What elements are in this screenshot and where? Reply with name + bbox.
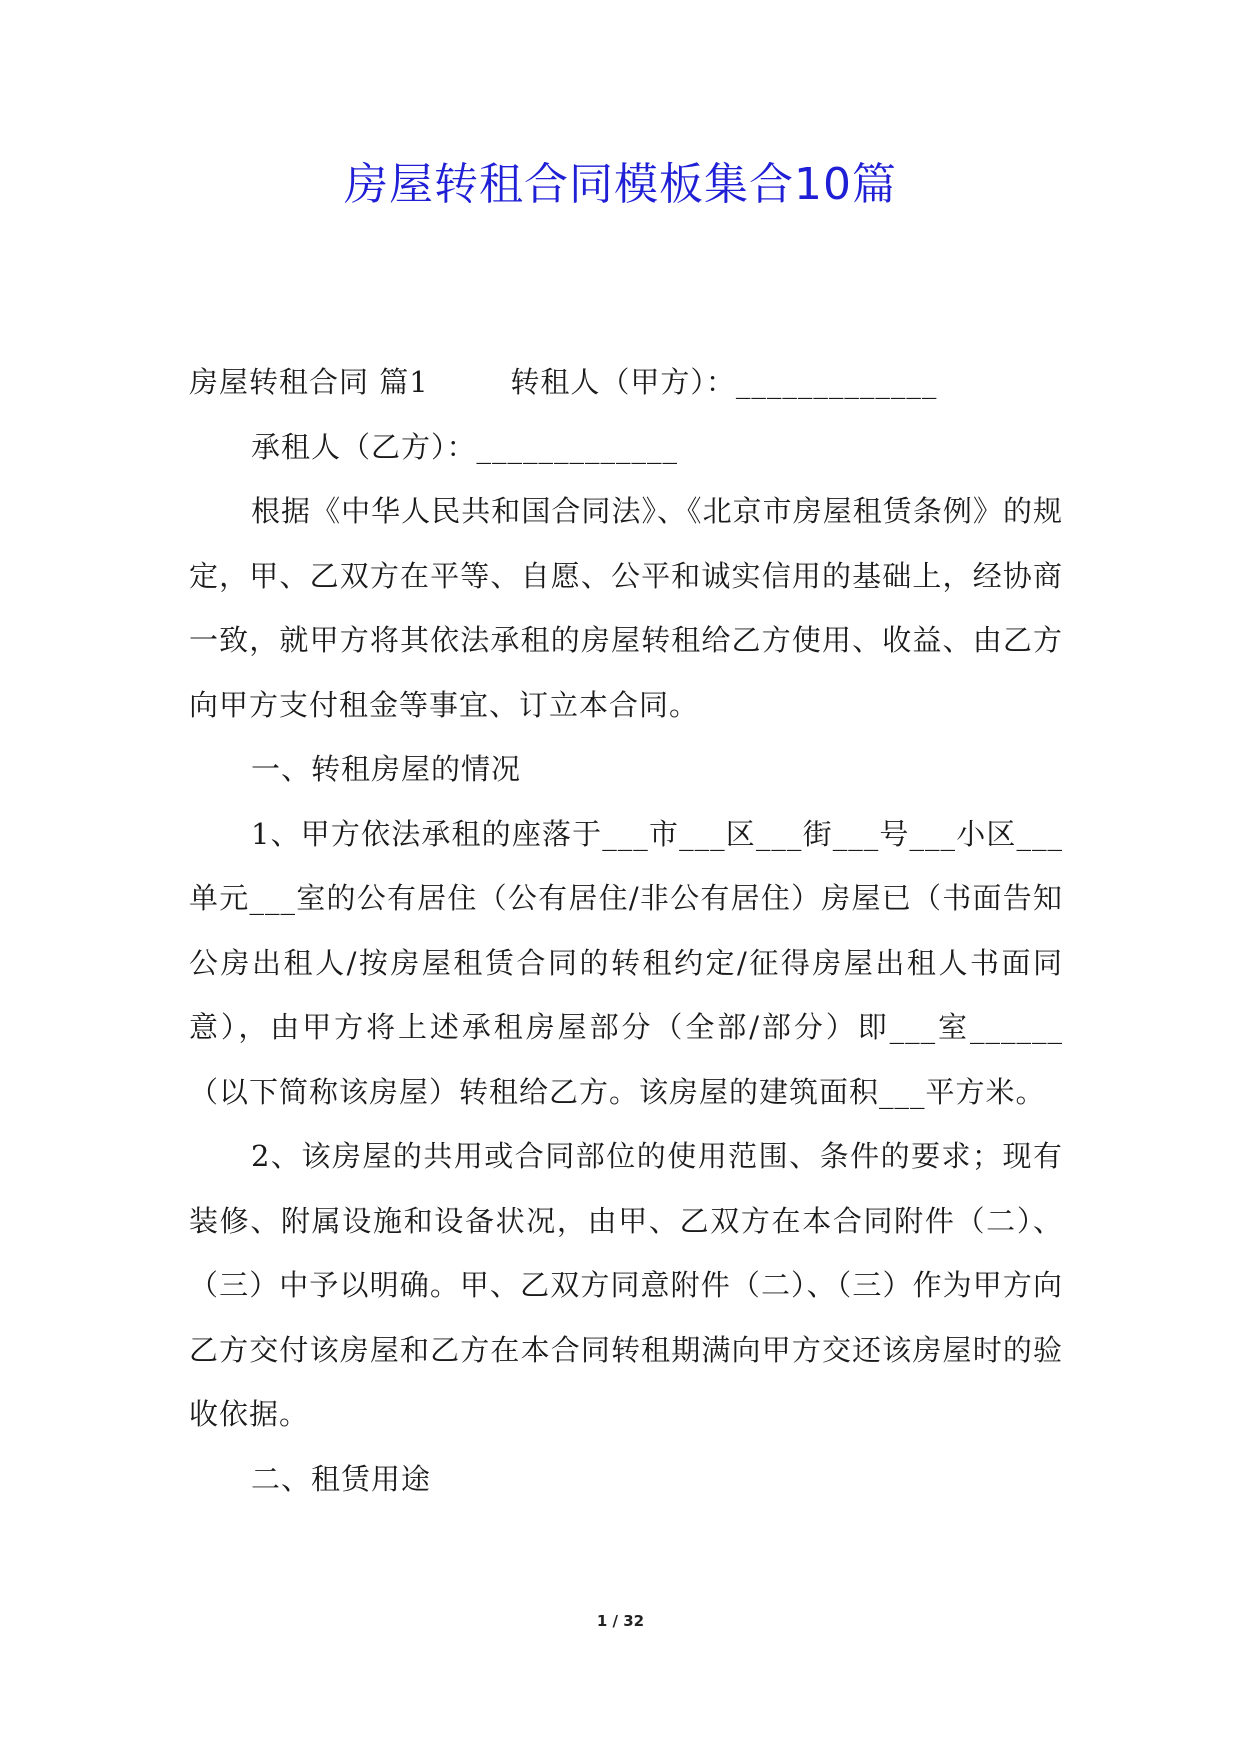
section-heading-1: 一、转租房屋的情况 <box>251 752 522 786</box>
clause-1-paragraph: 1、甲方依法承租的座落于___市___区___街___号___小区___单元___室的公有居住（公有居住/非公有居住）房屋已（书面告知公房出租人/按房屋租赁合同的转租约定/征得房屋出租人书面同意），由甲方将上述承租房屋部分（全部/部分）即___室______（以下简称该房屋）转租给乙方。该房屋的建筑面积___平方米。 <box>189 816 1063 1109</box>
document-title: 房屋转租合同模板集合10篇 <box>344 159 897 210</box>
part-label: 房屋转租合同 篇1 <box>189 365 429 399</box>
lessee-line: 承租人（乙方）：_____________ <box>251 429 679 464</box>
heading-line <box>189 350 1063 415</box>
clause-2-paragraph: 2、该房屋的共用或合同部位的使用范围、条件的要求；现有装修、附属设施和设备状况，由甲、乙双方在本合同附件（二）、（三）中予以明确。甲、乙双方同意附件（二）、（三）作为甲方向乙方交付该房屋和乙方在本合同转租期满向甲方交还该房屋时的验收依据。 <box>189 1139 1063 1431</box>
section-heading-2: 二、租赁用途 <box>251 1461 432 1496</box>
document-body <box>189 350 1063 1511</box>
preamble-paragraph: 根据《中华人民共和国合同法》、《北京市房屋租赁条例》的规定，甲、乙双方在平等、自愿、公平和诚实信用的基础上，经协商一致，就甲方将其依法承租的房屋转租给乙方使用、收益、由乙方向甲方支付租金等事宜、订立本合同。 <box>189 494 1063 722</box>
lessor-line: 转租人（甲方）：_____________ <box>510 365 938 399</box>
page-indicator: 1 / 32 <box>596 1612 645 1630</box>
